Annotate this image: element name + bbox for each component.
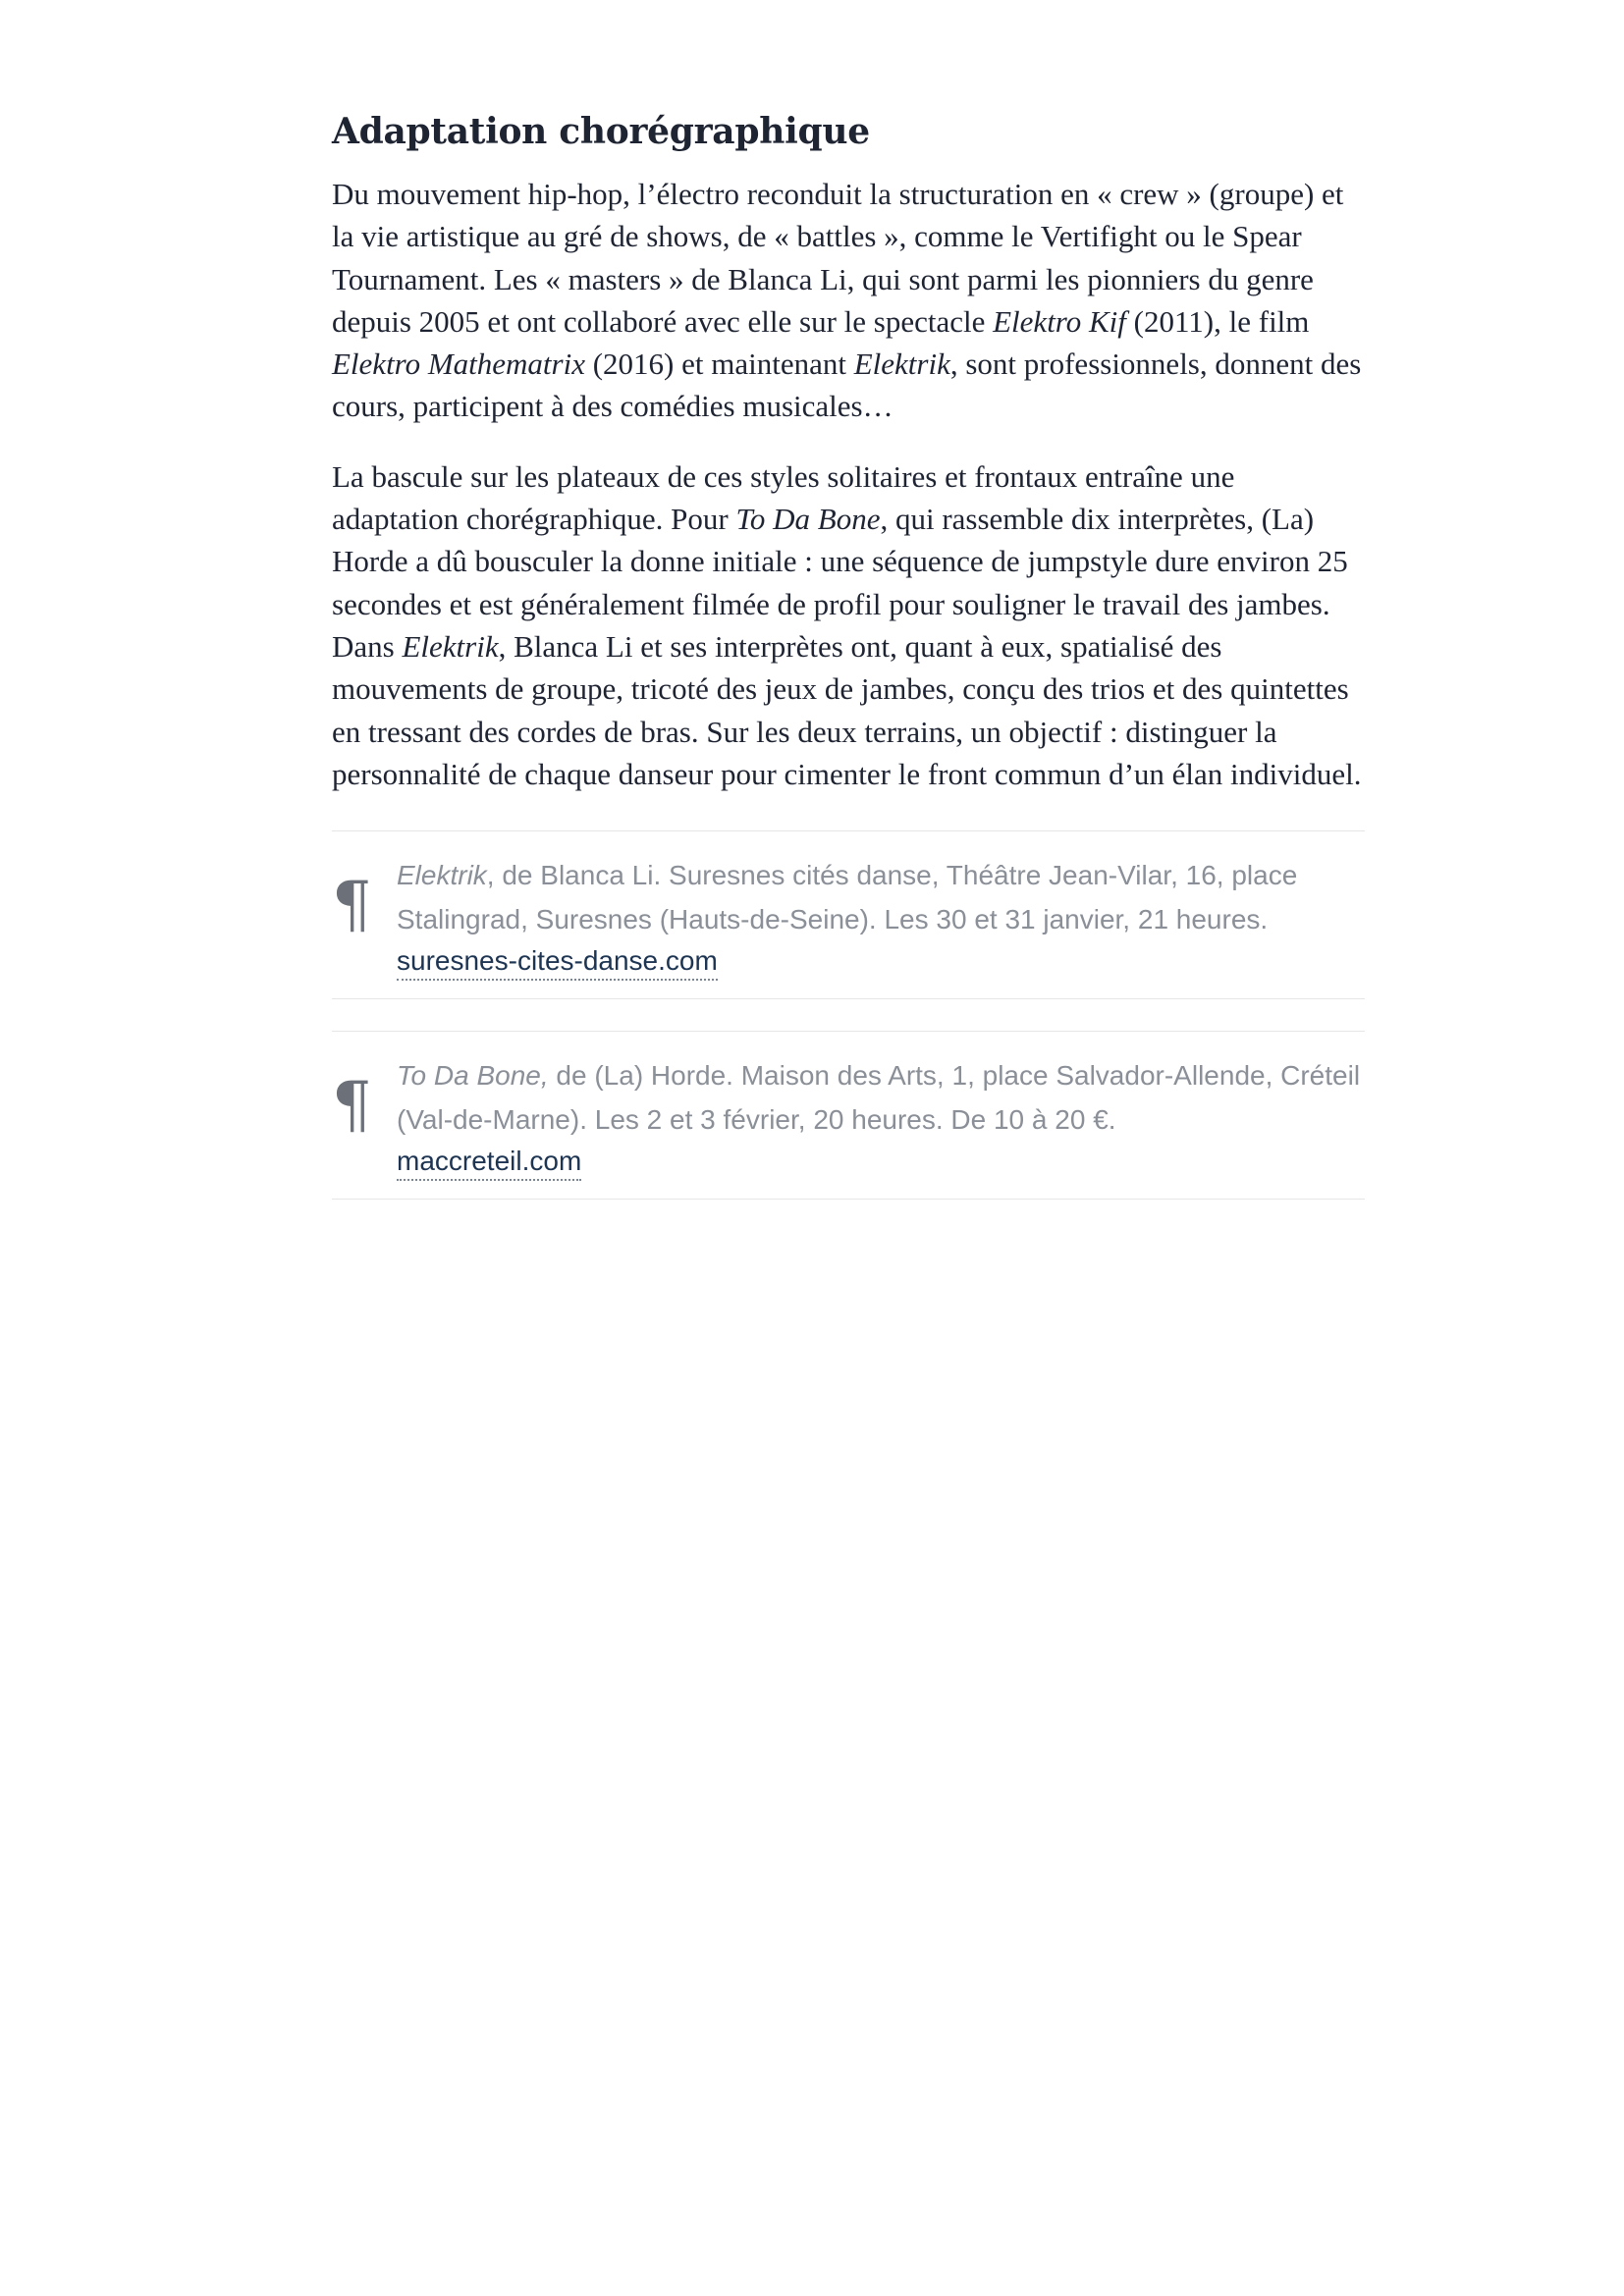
event-website-link[interactable]: maccreteil.com [397, 1144, 581, 1181]
paragraph-1-text-1: Du mouvement hip-hop, l’électro reconduit la structuration en « crew » (groupe) et la vie artistique au gré de shows, de « battles », comme le Vertifight ou le Spear Tournament. Les « masters » de Blanca Li, qui sont parmi les pionniers du genre depuis 2005 et ont collaboré avec elle sur le spectacle [332, 177, 1344, 339]
event-info-elektrik [332, 830, 1365, 999]
paragraph-1-title-1: Elektro Kif [993, 303, 1126, 339]
paragraph-2-text-1: La bascule sur les plateaux de ces styles solitaires et frontaux entraîne une adaptation chorégraphique. Pour [332, 458, 1235, 537]
pilcrow-icon: ¶ [332, 1069, 372, 1143]
paragraph-1-title-2: Elektro Mathematrix [332, 347, 585, 382]
event-title: Elektrik [397, 860, 487, 891]
paragraph-2 [332, 455, 1365, 795]
event-details: de (La) Horde. Maison des Arts, 1, place Salvador-Allende, Créteil (Val-de-Marne). Les 2 et 3 février, 20 heures. De 10 à 20 €. [397, 1060, 1361, 1136]
paragraph-1-title-3: Elektrik [853, 347, 950, 382]
paragraph-1-text-2: (2011), le film [1125, 303, 1310, 339]
section-heading: Adaptation chorégraphique [332, 111, 870, 152]
event-info-text [397, 853, 1365, 941]
paragraph-1-text-3: (2016) et maintenant [584, 347, 854, 382]
paragraph-1-text-4: , sont professionnels, donnent des cours, participent à des comédies musicales… [332, 347, 1362, 424]
pilcrow-icon: ¶ [332, 869, 372, 942]
paragraph-2-text-2: , qui rassemble dix interprètes, (La) Horde a dû bousculer la donne initiale : une séquence de jumpstyle dure environ 25 secondes et est généralement filmée de profil pour souligner le travail des jambes. Dans [332, 502, 1348, 664]
article-column [332, 108, 1365, 1200]
paragraph-1 [332, 173, 1365, 428]
event-website-link[interactable]: suresnes-cites-danse.com [397, 943, 718, 981]
paragraph-2-text-3: , Blanca Li et ses interprètes ont, quant à eux, spatialisé des mouvements de groupe, tricoté des jeux de jambes, conçu des trios et des quintettes en tressant des cordes de bras. Sur les deux terrains, un objectif : distinguer la personnalité de chaque danseur pour cimenter le front commun d’un élan individuel. [332, 628, 1362, 791]
paragraph-2-title-1: To Da Bone [735, 502, 881, 537]
event-title: To Da Bone, [397, 1060, 549, 1092]
event-info-text [397, 1053, 1365, 1142]
event-details: , de Blanca Li. Suresnes cités danse, Théâtre Jean-Vilar, 16, place Stalingrad, Suresnes (Hauts-de-Seine). Les 30 et 31 janvier, 21 heures. [397, 860, 1298, 935]
event-info-to-da-bone [332, 1031, 1365, 1200]
paragraph-2-title-2: Elektrik [402, 628, 499, 664]
